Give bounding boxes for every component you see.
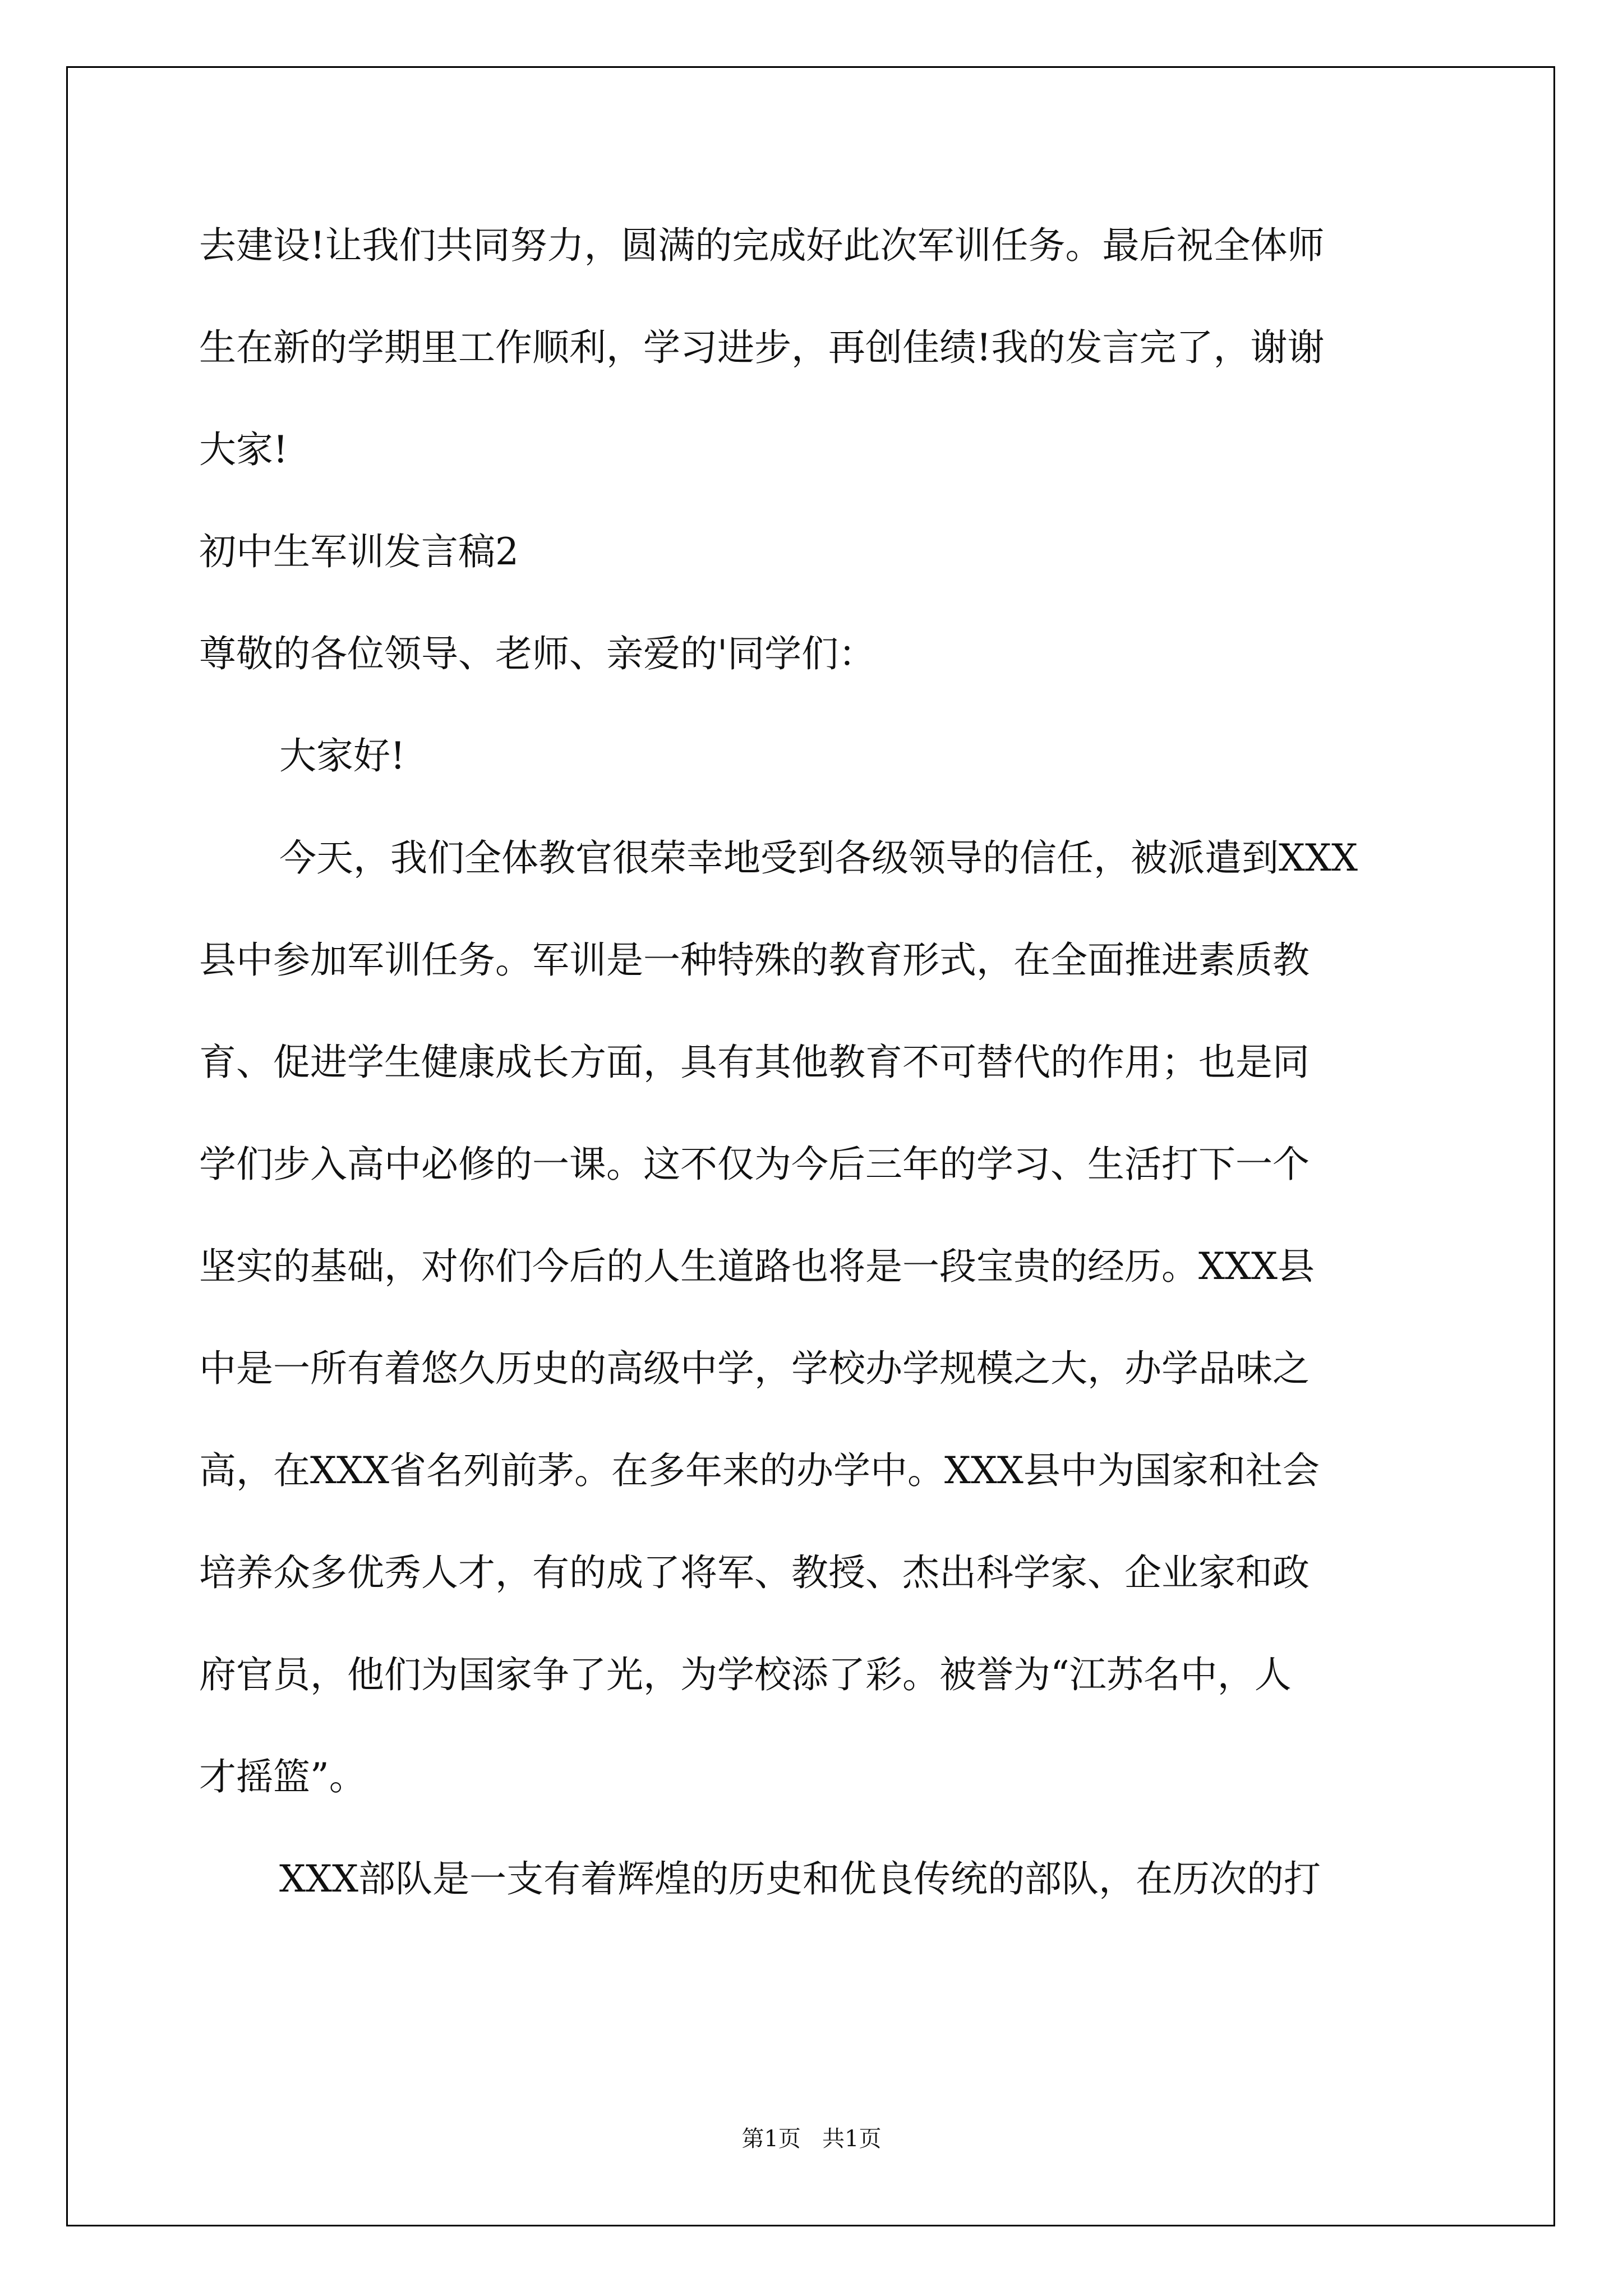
body-line-2: 生在新的学期里工作顺利，学习进步，再创佳绩!我的发言完了，谢谢 bbox=[199, 326, 1325, 369]
body-line-9: 育、促进学生健康成长方面，具有其他教育不可替代的作用；也是同 bbox=[199, 1041, 1310, 1084]
greeting-line: 大家好! bbox=[279, 734, 405, 777]
body-line-17: XXX部队是一支有着辉煌的历史和优良传统的部队，在历次的打 bbox=[279, 1857, 1321, 1901]
body-line-3: 大家! bbox=[199, 428, 288, 471]
body-line-12: 中是一所有着悠久历史的高级中学，学校办学规模之大，办学品味之 bbox=[199, 1347, 1310, 1390]
section-heading: 初中生军训发言稿2 bbox=[199, 530, 519, 573]
body-line-7: 今天，我们全体教官很荣幸地受到各级领导的信任，被派遣到XXX bbox=[279, 836, 1358, 880]
body-line-13: 高，在XXX省名列前茅。在多年来的办学中。XXX县中为国家和社会 bbox=[199, 1449, 1320, 1492]
body-line-15: 府官员，他们为国家争了光，为学校添了彩。被誉为“江苏名中，人 bbox=[199, 1653, 1292, 1696]
page-footer: 第1页 共1页 bbox=[741, 2126, 882, 2152]
body-line-1: 去建设!让我们共同努力，圆满的完成好此次军训任务。最后祝全体师 bbox=[199, 224, 1325, 267]
body-line-10: 学们步入高中必修的一课。这不仅为今后三年的学习、生活打下一个 bbox=[199, 1143, 1310, 1186]
body-line-8: 县中参加军训任务。军训是一种特殊的教育形式，在全面推进素质教 bbox=[199, 938, 1310, 982]
body-line-16: 才摇篮”。 bbox=[199, 1755, 366, 1798]
body-line-11: 坚实的基础，对你们今后的人生道路也将是一段宝贵的经历。XXX县 bbox=[199, 1245, 1315, 1288]
body-line-14: 培养众多优秀人才，有的成了将军、教授、杰出科学家、企业家和政 bbox=[199, 1551, 1310, 1594]
salutation-line: 尊敬的各位领导、老师、亲爱的'同学们： bbox=[199, 632, 876, 675]
